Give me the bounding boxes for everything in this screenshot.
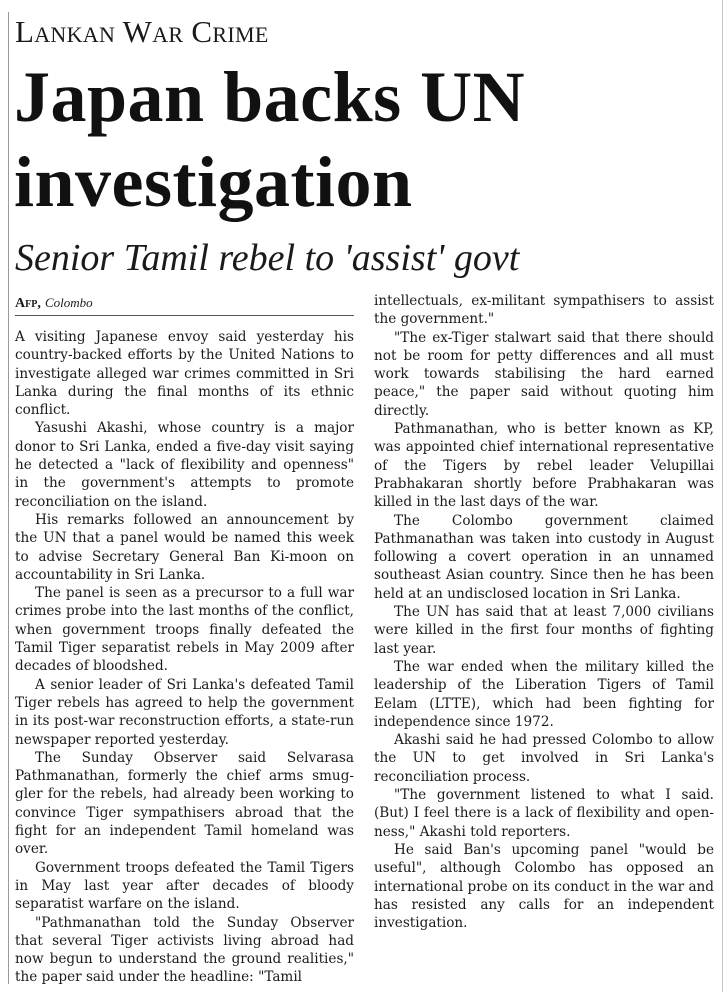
paragraph: His remarks followed an announcement by the UN that a panel would be named this week to advise Secretary General Ban Ki-moon on accountability in Sri Lanka. (15, 511, 354, 583)
paragraph: The war ended when the military killed the leadership of the Liberation Tigers of Tamil Eelam (LTTE), which had been fighting for independence since 1972. (374, 658, 714, 730)
article-column-left (15, 328, 354, 987)
paragraph: The Colombo government claimed Pathmanathan was taken into custody in August following a covert operation in an unnamed southeast Asian country. Since then he has been held at an undisclosed location in Sri Lanka. (374, 512, 714, 602)
byline-agency: Afp, (15, 296, 41, 311)
paragraph: Pathmanathan, who is better known as KP, was appointed chief international representative of the Tigers by rebel leader Velupillai Prabhakaran shortly before Prabhakaran was killed in the last days of the war. (374, 421, 714, 511)
subhead: Senior Tamil rebel to 'assist' govt (15, 237, 520, 279)
paragraph: Yasushi Akashi, whose country is a major donor to Sri Lanka, ended a five-day visit saying he detected a "lack of flexibility and openness" in the government's attempts to promote reconciliation on the island. (15, 420, 354, 510)
left-column-rule (8, 12, 9, 984)
paragraph: He said Ban's upcoming panel "would be useful", although Colombo has opposed an international probe on its conduct in the war and has resisted any calls for an independent investigation. (374, 841, 714, 932)
paragraph: The UN has said that at least 7,000 civilians were killed in the first four months of fighting last year. (374, 604, 714, 657)
kicker: Lankan War Crime (15, 14, 269, 49)
right-edge-rule (722, 0, 723, 992)
paragraph: "The government listened to what I said. (But) I feel there is a lack of flexibility and openness," Akashi told reporters. (374, 787, 714, 840)
paragraph: Government troops defeated the Tamil Tigers in May last year after decades of bloody separatist warfare on the island. (15, 859, 354, 913)
headline: Japan backs UN investigation (14, 57, 526, 222)
article-column-right (374, 292, 714, 932)
paragraph: The panel is seen as a precursor to a full war crimes probe into the last months of the conflict, when government troops finally defeated the Tamil Tiger separatist rebels in May 2009 after decades of bloodshed. (15, 585, 354, 675)
paragraph: Akashi said he had pressed Colombo to allow the UN to get involved in Sri Lanka's reconciliation process. (374, 732, 714, 785)
byline (15, 293, 354, 316)
paragraph: A visiting Japanese envoy said yesterday his country-backed efforts by the United Nations to investigate alleged war crimes committed in Sri Lanka during the final months of its ethnic conflict. (15, 329, 354, 419)
paragraph: "The ex-Tiger stalwart said that there should not be room for petty differences and all must work towards stabilising the hard earned peace," the paper said without quoting him directly. (374, 329, 714, 419)
byline-city: Colombo (44, 295, 93, 310)
paragraph: The Sunday Observer said Selvarasa Pathmanathan, formerly the chief arms smuggler for the rebels, had already been working to convince Tiger sympathisers abroad that the fight for an independent Tamil homeland was over. (15, 749, 354, 858)
paragraph: "Pathmanathan told the Sunday Observer that several Tiger activists living abroad had now begun to understand the ground realities," the paper said under the headline: "Tamil (15, 914, 354, 986)
paragraph: intellectuals, ex-militant sympathisers to assist the government." (374, 293, 714, 328)
paragraph: A senior leader of Sri Lanka's defeated Tamil Tiger rebels has agreed to help the government in its post-war reconstruction efforts, a state-run newspaper reported yesterday. (15, 676, 354, 748)
